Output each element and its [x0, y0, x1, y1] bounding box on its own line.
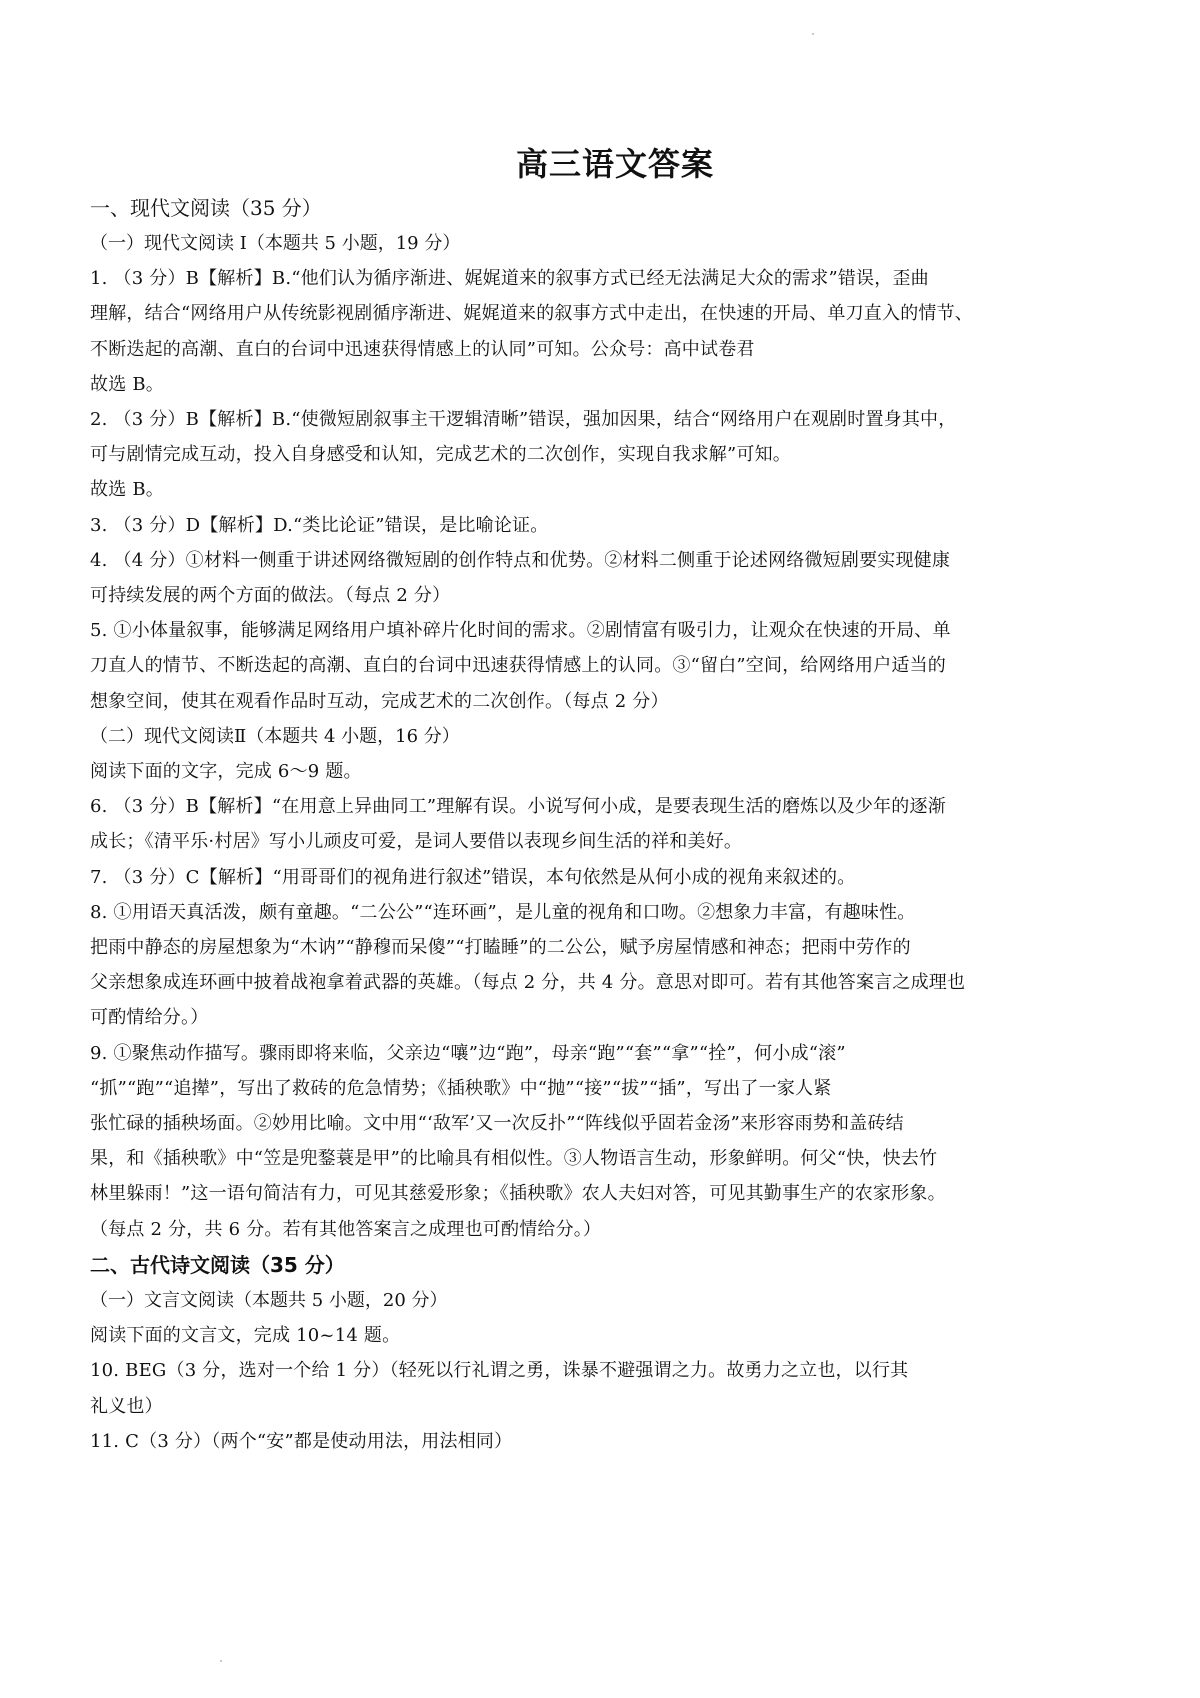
answer-document [90, 140, 1140, 1459]
answer-line: 故选 B。 [90, 373, 164, 395]
answer-line: “抓”“跑”“追撵”，写出了救砖的危急情势；《插秧歌》中“抛”“接”“拔”“插”，写出了一家人紧 [90, 1077, 832, 1099]
answer-line: 想象空间，使其在观看作品时互动，完成艺术的二次创作。（每点 2 分） [90, 690, 669, 712]
subsection-heading-classical-prose: （一）文言文阅读（本题共 5 小题，20 分） [90, 1289, 448, 1311]
subsection-heading-modern-reading-2: （二）现代文阅读Ⅱ（本题共 4 小题，16 分） [90, 725, 460, 747]
answer-line: 1. （3 分）B【解析】B.“他们认为循序渐进、娓娓道来的叙事方式已经无法满足大众的需求”错误，歪曲 [90, 268, 929, 290]
answer-line: 张忙碌的插秧场面。②妙用比喻。文中用“‘敌军’又一次反扑”“阵线似乎固若金汤”来形容雨势和盖砖结 [90, 1113, 904, 1135]
document-title: 高三语文答案 [515, 145, 714, 183]
instruction-line: 阅读下面的文言文，完成 10~14 题。 [90, 1325, 401, 1347]
scan-speck [812, 33, 814, 35]
section-heading-classical-reading: 二、古代诗文阅读（35 分） [90, 1252, 345, 1277]
answer-line: 理解，结合“网络用户从传统影视剧循序渐进、娓娓道来的叙事方式中走出，在快速的开局、单刀直入的情节、 [90, 303, 973, 325]
answer-line: 礼义也） [90, 1395, 163, 1417]
answer-line: 把雨中静态的房屋想象为“木讷”“静穆而呆傻”“打瞌睡”的二公公，赋予房屋情感和神态；把雨中劳作的 [90, 937, 911, 959]
answer-line: 2. （3 分）B【解析】B.“使微短剧叙事主干逻辑清晰”错误，强加因果，结合“网络用户在观剧时置身其中， [90, 409, 957, 431]
answer-line: 3. （3 分）D【解析】D.“类比论证”错误，是比喻论证。 [90, 514, 549, 536]
answer-line: 7. （3 分）C【解析】“用哥哥们的视角进行叙述”错误，本句依然是从何小成的视角来叙述的。 [90, 866, 856, 888]
answer-line: 可酌情给分。） [90, 1007, 209, 1029]
section-heading-modern-reading: 一、现代文阅读（35 分） [90, 196, 322, 220]
answer-line: 8. ①用语天真活泼，颇有童趣。“二公公”“连环画”，是儿童的视角和口吻。②想象力丰富，有趣味性。 [90, 901, 916, 923]
answer-line: 可与剧情完成互动，投入自身感受和认知，完成艺术的二次创作，实现自我求解”可知。 [90, 444, 791, 466]
answer-line: 11. C（3 分）（两个“安”都是使动用法，用法相同） [90, 1430, 513, 1452]
answer-line: （每点 2 分，共 6 分。若有其他答案言之成理也可酌情给分。） [90, 1218, 602, 1240]
instruction-line: 阅读下面的文字，完成 6～9 题。 [90, 761, 362, 783]
answer-line: 林里躲雨！”这一语句简洁有力，可见其慈爱形象；《插秧歌》农人夫妇对答，可见其勤事生产的农家形象。 [90, 1183, 946, 1205]
answer-line: 成长；《清平乐·村居》写小儿顽皮可爱，是词人要借以表现乡间生活的祥和美好。 [90, 831, 743, 853]
answer-line: 6. （3 分）B【解析】“在用意上异曲同工”理解有误。小说写何小成，是要表现生活的磨炼以及少年的逐渐 [90, 796, 946, 818]
answer-line: 9. ①聚焦动作描写。骤雨即将来临，父亲边“嚷”边“跑”，母亲“跑”“套”“拿”“拴”，何小成“滚” [90, 1042, 846, 1064]
answer-line: 果，和《插秧歌》中“笠是兜鍪蓑是甲”的比喻具有相似性。③人物语言生动，形象鲜明。何父“快，快去竹 [90, 1148, 938, 1170]
answer-line: 父亲想象成连环画中披着战袍拿着武器的英雄。（每点 2 分，共 4 分。意思对即可。若有其他答案言之成理也 [90, 972, 966, 994]
answer-line: 5. ①小体量叙事，能够满足网络用户填补碎片化时间的需求。②剧情富有吸引力，让观众在快速的开局、单 [90, 620, 951, 642]
answer-line: 10. BEG（3 分，选对一个给 1 分）（轻死以行礼谓之勇，诛暴不避强谓之力。故勇力之立也，以行其 [90, 1360, 909, 1382]
subsection-heading-modern-reading-1: （一）现代文阅读 I（本题共 5 小题，19 分） [90, 233, 461, 254]
answer-line: 刀直人的情节、不断迭起的高潮、直白的台词中迅速获得情感上的认同。③“留白”空间，给网络用户适当的 [90, 655, 946, 677]
answer-line: 可持续发展的两个方面的做法。（每点 2 分） [90, 585, 451, 607]
answer-line: 不断迭起的高潮、直白的台词中迅速获得情感上的认同”可知。公众号：高中试卷君 [90, 338, 755, 360]
answer-line: 故选 B。 [90, 479, 164, 501]
scan-speck [220, 1660, 222, 1662]
answer-line: 4. （4 分）①材料一侧重于讲述网络微短剧的创作特点和优势。②材料二侧重于论述网络微短剧要实现健康 [90, 549, 951, 571]
